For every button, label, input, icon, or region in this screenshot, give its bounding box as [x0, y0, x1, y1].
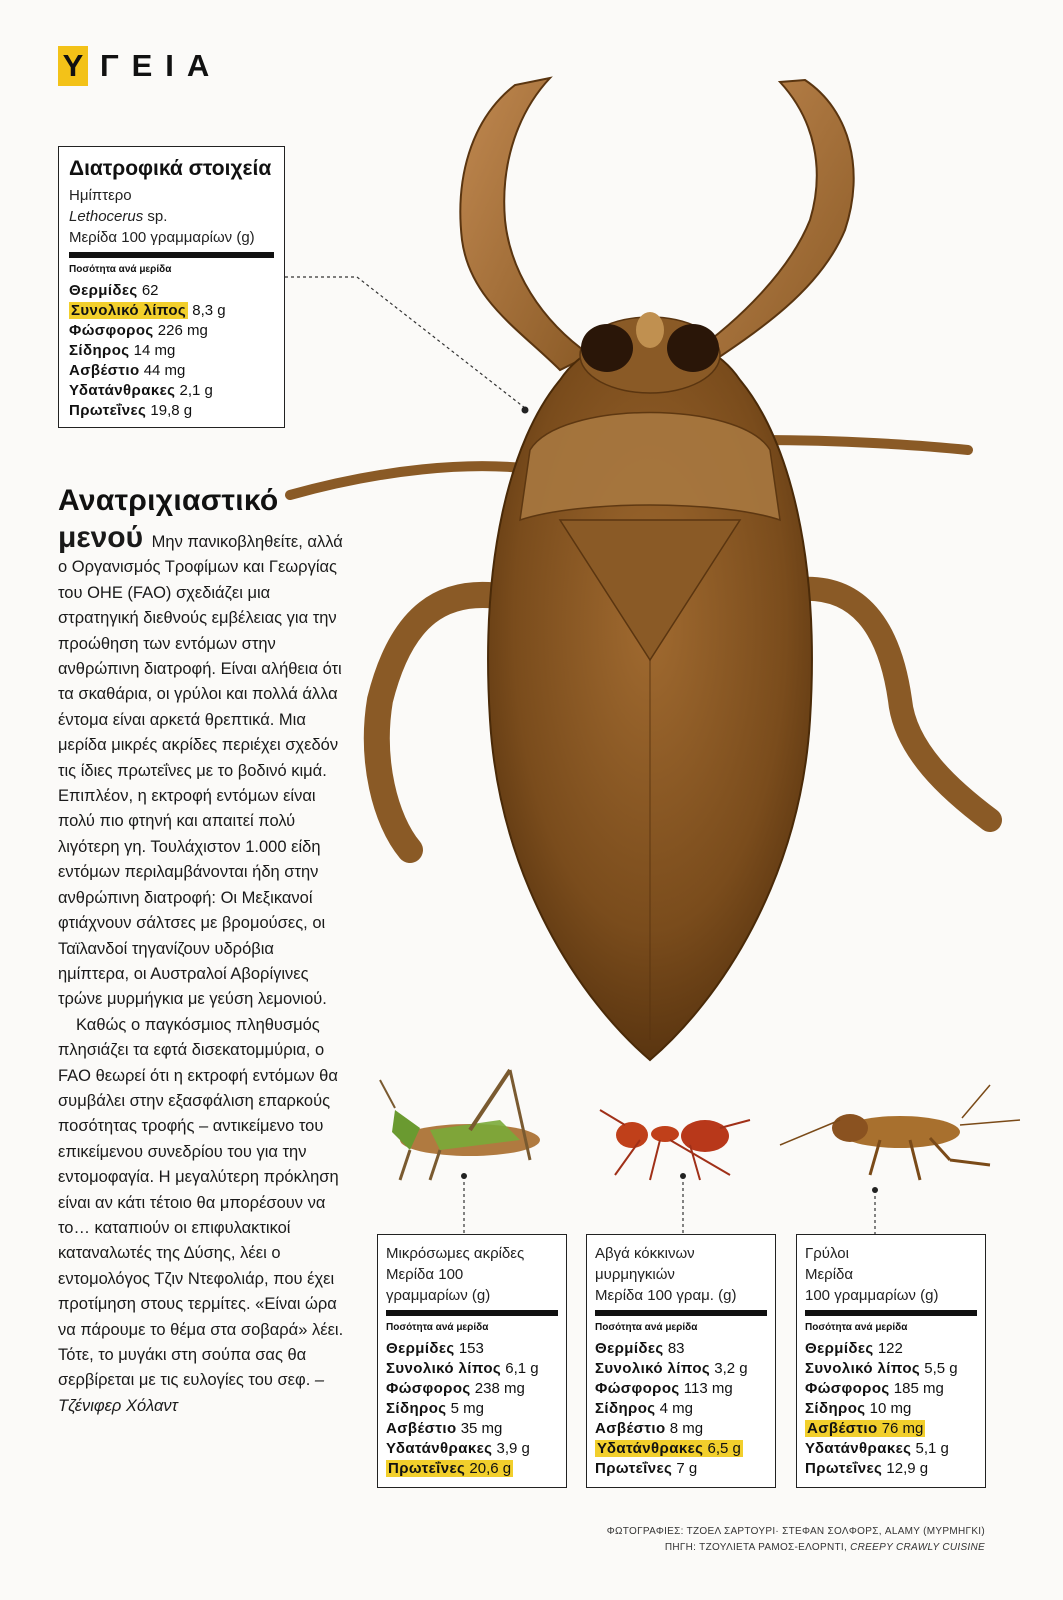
- species-name: [69, 206, 274, 227]
- nutrition-box-grasshoppers: [377, 1234, 567, 1488]
- nutrient-label: Ασβέστιο: [69, 362, 140, 379]
- nutrient-value: 44 mg: [143, 362, 186, 379]
- water-bug-illustration: [290, 78, 990, 1060]
- nutrient-value: 3,2 g: [714, 1360, 748, 1377]
- nutrition-box-ant-eggs: [586, 1234, 776, 1488]
- box-heading-line: Μερίδα 100: [386, 1266, 464, 1283]
- nutrient-label: Συνολικό λίπος: [386, 1360, 502, 1377]
- nutrient-label: Σίδηρος: [805, 1400, 866, 1417]
- source-prefix: ΠΗΓΗ: ΤΖΟΥΛΙΕΤΑ ΡΑΜΟΣ-ΕΛΟΡΝΤΙ,: [664, 1542, 851, 1553]
- nutrient-row: [595, 1439, 767, 1459]
- article-headline-continued: μενού: [58, 521, 144, 554]
- nutrition-box-title: Διατροφικά στοιχεία: [69, 157, 272, 180]
- article-paragraph-text: Καθώς ο παγκόσμιος πληθυσμός πλησιάζει τα εφτά δισεκατομμύρια, ο FAO θεωρεί ότι η εκτροφή εντόμων θα συμβάλει στην εξασφάλιση επαρκούς ποσότητας τροφής – αντικείμενο του επικείμενου συνεδρίου του για την εντομοφαγία. Η μεγαλύτερη πρόκληση είναι αν κάτι τέτοιο θα μπορέσουν να το… καταπιούν οι επιφυλακτικοί καταναλωτές της Δύσης, λέει ο εντομολόγος Τζιν Ντεφολιάρ, που έχει προτίμηση στους τερμίτες. «Είναι ώρα να πάρουμε το θέμα στα σοβαρά» λέει. Τότε, το μυγάκι στη σούπα σας θα σερβίρεται με τις ευλογίες του σεφ.: [58, 1015, 344, 1390]
- nutrient-value: 83: [667, 1340, 685, 1357]
- nutrient-value: 76 mg: [881, 1420, 924, 1437]
- nutrient-row: [386, 1379, 558, 1399]
- nutrient-row: [805, 1439, 977, 1459]
- nutrient-row: [805, 1339, 977, 1359]
- nutrient-value: 153: [458, 1340, 484, 1357]
- nutrient-row: [386, 1439, 558, 1459]
- species-suffix: sp.: [143, 208, 168, 225]
- nutrient-value: 4 mg: [659, 1400, 694, 1417]
- nutrient-value: 8 mg: [669, 1420, 704, 1437]
- nutrient-label: Πρωτεΐνες: [805, 1460, 883, 1477]
- nutrient-row: [595, 1339, 767, 1359]
- highlighted-nutrient: [595, 1440, 743, 1457]
- nutrient-label-highlighted: Συνολικό λίπος: [71, 302, 187, 319]
- heavy-rule: [805, 1310, 977, 1316]
- nutrient-value: 8,3 g: [192, 302, 226, 319]
- section-tag-first-letter: Υ: [58, 46, 88, 86]
- section-tag-rest: ΓΕΙΑ: [100, 48, 223, 83]
- box-heading-line: μυρμηγκιών: [595, 1266, 675, 1283]
- nutrient-value: 35 mg: [460, 1420, 503, 1437]
- nutrient-value: 10 mg: [869, 1400, 912, 1417]
- nutrient-value: 6,1 g: [505, 1360, 539, 1377]
- nutrient-label: Πρωτεΐνες: [69, 402, 147, 419]
- nutrition-box-crickets: [796, 1234, 986, 1488]
- nutrient-row: [386, 1339, 558, 1359]
- nutrient-label: Συνολικό λίπος: [805, 1360, 921, 1377]
- nutrient-value: 6,5 g: [707, 1440, 741, 1457]
- nutrient-value: 238 mg: [474, 1380, 525, 1397]
- nutrient-row: [595, 1379, 767, 1399]
- nutrient-value: 122: [877, 1340, 903, 1357]
- nutrient-row: [805, 1379, 977, 1399]
- nutrient-row: [69, 321, 274, 341]
- heavy-rule: [386, 1310, 558, 1316]
- nutrient-label: Θερμίδες: [69, 282, 138, 299]
- per-serving-label: Ποσότητα ανά μερίδα: [386, 1322, 489, 1333]
- nutrient-row: [805, 1459, 977, 1479]
- box-heading-line: Μερίδα 100 γραμ. (g): [595, 1287, 737, 1304]
- nutrient-value: 7 g: [676, 1460, 698, 1477]
- heavy-rule: [69, 252, 274, 258]
- nutrient-label: Θερμίδες: [595, 1340, 664, 1357]
- nutrient-label: Συνολικό λίπος: [595, 1360, 711, 1377]
- nutrient-label: Σίδηρος: [595, 1400, 656, 1417]
- box-heading-line: 100 γραμμαρίων (g): [805, 1287, 939, 1304]
- nutrient-label: Θερμίδες: [386, 1340, 455, 1357]
- nutrient-value: 5 mg: [450, 1400, 485, 1417]
- nutrient-label: Φώσφορος: [595, 1380, 680, 1397]
- nutrient-label: Υδατάνθρακες: [69, 382, 176, 399]
- nutrient-label: Φώσφορος: [386, 1380, 471, 1397]
- nutrient-label: Υδατάνθρακες: [597, 1440, 704, 1457]
- nutrient-value: 20,6 g: [469, 1460, 512, 1477]
- nutrient-value: 62: [141, 282, 159, 299]
- nutrient-row: [386, 1459, 558, 1479]
- photo-credits: [607, 1524, 985, 1556]
- nutrient-value: 14 mg: [133, 342, 176, 359]
- nutrient-row: [805, 1359, 977, 1379]
- nutrition-box-water-bug: [58, 146, 285, 428]
- nutrient-label: Φώσφορος: [805, 1380, 890, 1397]
- article-body: [58, 521, 348, 1419]
- nutrient-value: 12,9 g: [886, 1460, 929, 1477]
- nutrient-label: Ασβέστιο: [807, 1420, 878, 1437]
- box-heading-line: Γρύλοι: [805, 1245, 849, 1262]
- nutrient-row: [69, 281, 274, 301]
- per-serving-label: Ποσότητα ανά μερίδα: [805, 1322, 908, 1333]
- nutrient-row: [69, 381, 274, 401]
- nutrient-row: [595, 1459, 767, 1479]
- nutrient-value: 5,5 g: [924, 1360, 958, 1377]
- article-signature: –Τζένιφερ Χόλαντ: [58, 1371, 325, 1415]
- cricket-illustration: [780, 1085, 1020, 1180]
- photo-credit-line: ΦΩΤΟΓΡΑΦΙΕΣ: ΤΖΟΕΛ ΣΑΡΤΟΥΡΙ· ΣΤΕΦΑΝ ΣΟΛΦΟΡΣ, ALAMY (ΜΥΡΜΗΓΚΙ): [606, 1526, 985, 1537]
- nutrient-label: Πρωτεΐνες: [595, 1460, 673, 1477]
- nutrient-label: Υδατάνθρακες: [386, 1440, 493, 1457]
- article-paragraph-text: Μην πανικοβληθείτε, αλλά ο Οργανισμός Τροφίμων και Γεωργίας του ΟΗΕ (FAO) σχεδιάζει μια στρατηγική διεθνούς εμβέλειας για την προώθηση των εντόμων στην ανθρώπινη διατροφή. Είναι αλήθεια ότι τα σκαθάρια, οι γρύλοι και πολλά άλλα έντομα είναι αρκετά θρεπτικά. Μια μερίδα μικρές ακρίδες περιέχει σχεδόν τις ίδιες πρωτεΐνες με το βοδινό κιμά. Επιπλέον, η εκτροφή εντόμων είναι πολύ πιο φτηνή και απαιτεί πολύ λιγότερη γη. Τουλάχιστον 1.000 είδη εντόμων περιλαμβάνονται ήδη στην ανθρώπινη διατροφή: Οι Μεξικανοί φτιάχνουν σάλτσες με βρομούσες, οι Ταϊλανδοί τηγανίζουν υδρόβια ημίπτερα, οι Αυστραλοί Αβορίγινες τρώνε μυρμήγκια με γεύση λεμονιού.: [58, 533, 343, 1009]
- ant-illustration: [600, 1110, 750, 1180]
- nutrient-label: Φώσφορος: [69, 322, 154, 339]
- nutrient-label: Σίδηρος: [69, 342, 130, 359]
- per-serving-label: Ποσότητα ανά μερίδα: [69, 264, 172, 275]
- nutrient-label: Θερμίδες: [805, 1340, 874, 1357]
- nutrient-value: 185 mg: [893, 1380, 944, 1397]
- nutrient-value: 19,8 g: [150, 402, 193, 419]
- nutrient-row: [69, 341, 274, 361]
- highlighted-nutrient: [805, 1420, 925, 1437]
- box-heading-line: Μικρόσωμες ακρίδες: [386, 1245, 525, 1262]
- source-book-title: CREEPY CRAWLY CUISINE: [850, 1542, 985, 1553]
- species-order: Ημίπτερο: [69, 187, 132, 204]
- nutrient-value: 3,9 g: [496, 1440, 530, 1457]
- highlighted-nutrient: [386, 1460, 513, 1477]
- per-serving-label: Ποσότητα ανά μερίδα: [595, 1322, 698, 1333]
- nutrient-row: [69, 301, 274, 321]
- nutrient-label: Υδατάνθρακες: [805, 1440, 912, 1457]
- article-paragraph: [58, 1013, 348, 1420]
- box-heading-line: Αβγά κόκκινων: [595, 1245, 695, 1262]
- grasshopper-illustration: [380, 1070, 540, 1180]
- nutrient-row: [386, 1419, 558, 1439]
- nutrient-row: [805, 1419, 977, 1439]
- nutrient-label: Πρωτεΐνες: [388, 1460, 466, 1477]
- heavy-rule: [595, 1310, 767, 1316]
- nutrient-row: [386, 1399, 558, 1419]
- nutrient-label: Ασβέστιο: [386, 1420, 457, 1437]
- serving-size: Μερίδα 100 γραμμαρίων (g): [69, 229, 255, 246]
- article-headline: Ανατριχιαστικό: [58, 484, 279, 517]
- nutrient-row: [386, 1359, 558, 1379]
- nutrient-row: [595, 1359, 767, 1379]
- nutrient-value: 5,1 g: [915, 1440, 949, 1457]
- article-paragraph: [58, 521, 348, 1013]
- species-genus: Lethocerus: [69, 208, 144, 225]
- nutrient-row: [69, 361, 274, 381]
- nutrient-label: Ασβέστιο: [595, 1420, 666, 1437]
- nutrient-value: 113 mg: [683, 1380, 733, 1397]
- nutrient-row: [805, 1399, 977, 1419]
- nutrient-value: 2,1 g: [179, 382, 213, 399]
- box-heading-line: Μερίδα: [805, 1266, 854, 1283]
- nutrient-value: 226 mg: [157, 322, 208, 339]
- nutrient-row: [595, 1419, 767, 1439]
- nutrient-row: [595, 1399, 767, 1419]
- box-heading-line: γραμμαρίων (g): [386, 1287, 491, 1304]
- source-credit-line: [607, 1540, 985, 1556]
- nutrient-label: Σίδηρος: [386, 1400, 447, 1417]
- nutrient-row: [69, 401, 274, 421]
